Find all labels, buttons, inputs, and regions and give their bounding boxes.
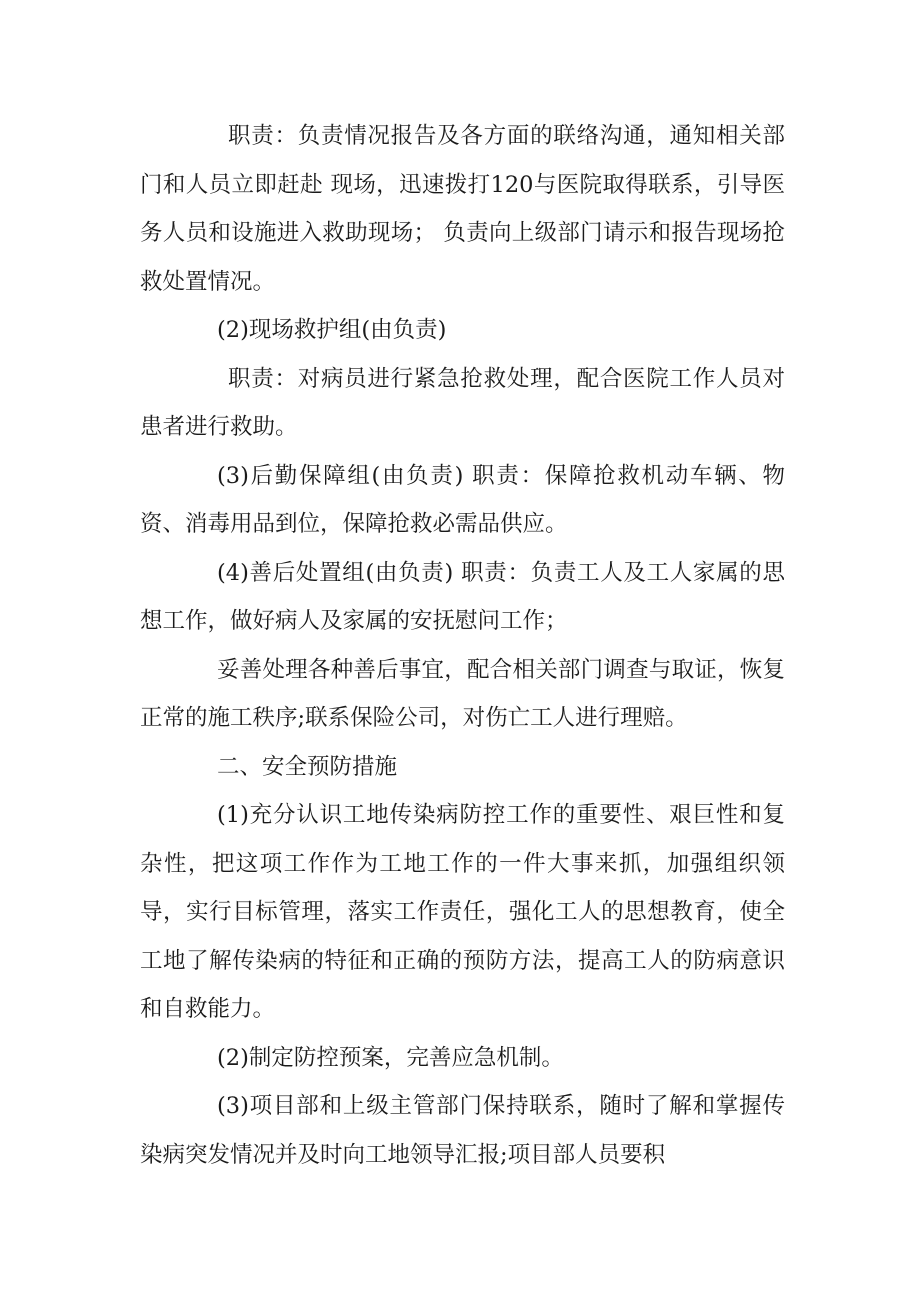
paragraph-measure-3: (3)项目部和上级主管部门保持联系，随时了解和掌握传染病突发情况并及时向工地领导汇报;项目部人员要积 [140, 1093, 785, 1168]
paragraph-aftermath-handling: 妥善处理各种善后事宜，配合相关部门调查与取证，恢复正常的施工秩序;联系保险公司，对伤亡工人进行理赔。 [140, 656, 785, 731]
paragraph-rescue-team-heading: (2)现场救护组(由负责) [217, 317, 447, 343]
paragraph-measure-1: (1)充分认识工地传染病防控工作的重要性、艰巨性和复杂性，把这项工作作为工地工作的一件大事来抓，加强组织领导，实行目标管理，落实工作责任，强化工人的思想教育，使全工地了解传染病的特征和正确的预防方法，提高工人的防病意识和自救能力。 [140, 802, 785, 1022]
paragraph-logistics-team: (3)后勤保障组(由负责) 职责：保障抢救机动车辆、物资、消毒用品到位，保障抢救必需品供应。 [140, 462, 785, 537]
document-body [140, 112, 785, 1179]
section-heading-safety-measures: 二、安全预防措施 [217, 753, 398, 780]
paragraph-rescue-team-duties: 职责：对病员进行紧急抢救处理，配合医院工作人员对患者进行救助。 [140, 365, 785, 440]
paragraph-measure-2: (2)制定防控预案，完善应急机制。 [217, 1044, 564, 1071]
paragraph-duties-coordination: 职责：负责情况报告及各方面的联络沟通，通知相关部门和人员立即赶赴 现场，迅速拨打120与医院取得联系，引导医务人员和设施进入救助现场； 负责向上级部门请示和报告现场抢救处置情况。 [140, 123, 785, 295]
paragraph-aftermath-team: (4)善后处置组(由负责) 职责：负责工人及工人家属的思想工作，做好病人及家属的安抚慰问工作； [140, 559, 785, 634]
